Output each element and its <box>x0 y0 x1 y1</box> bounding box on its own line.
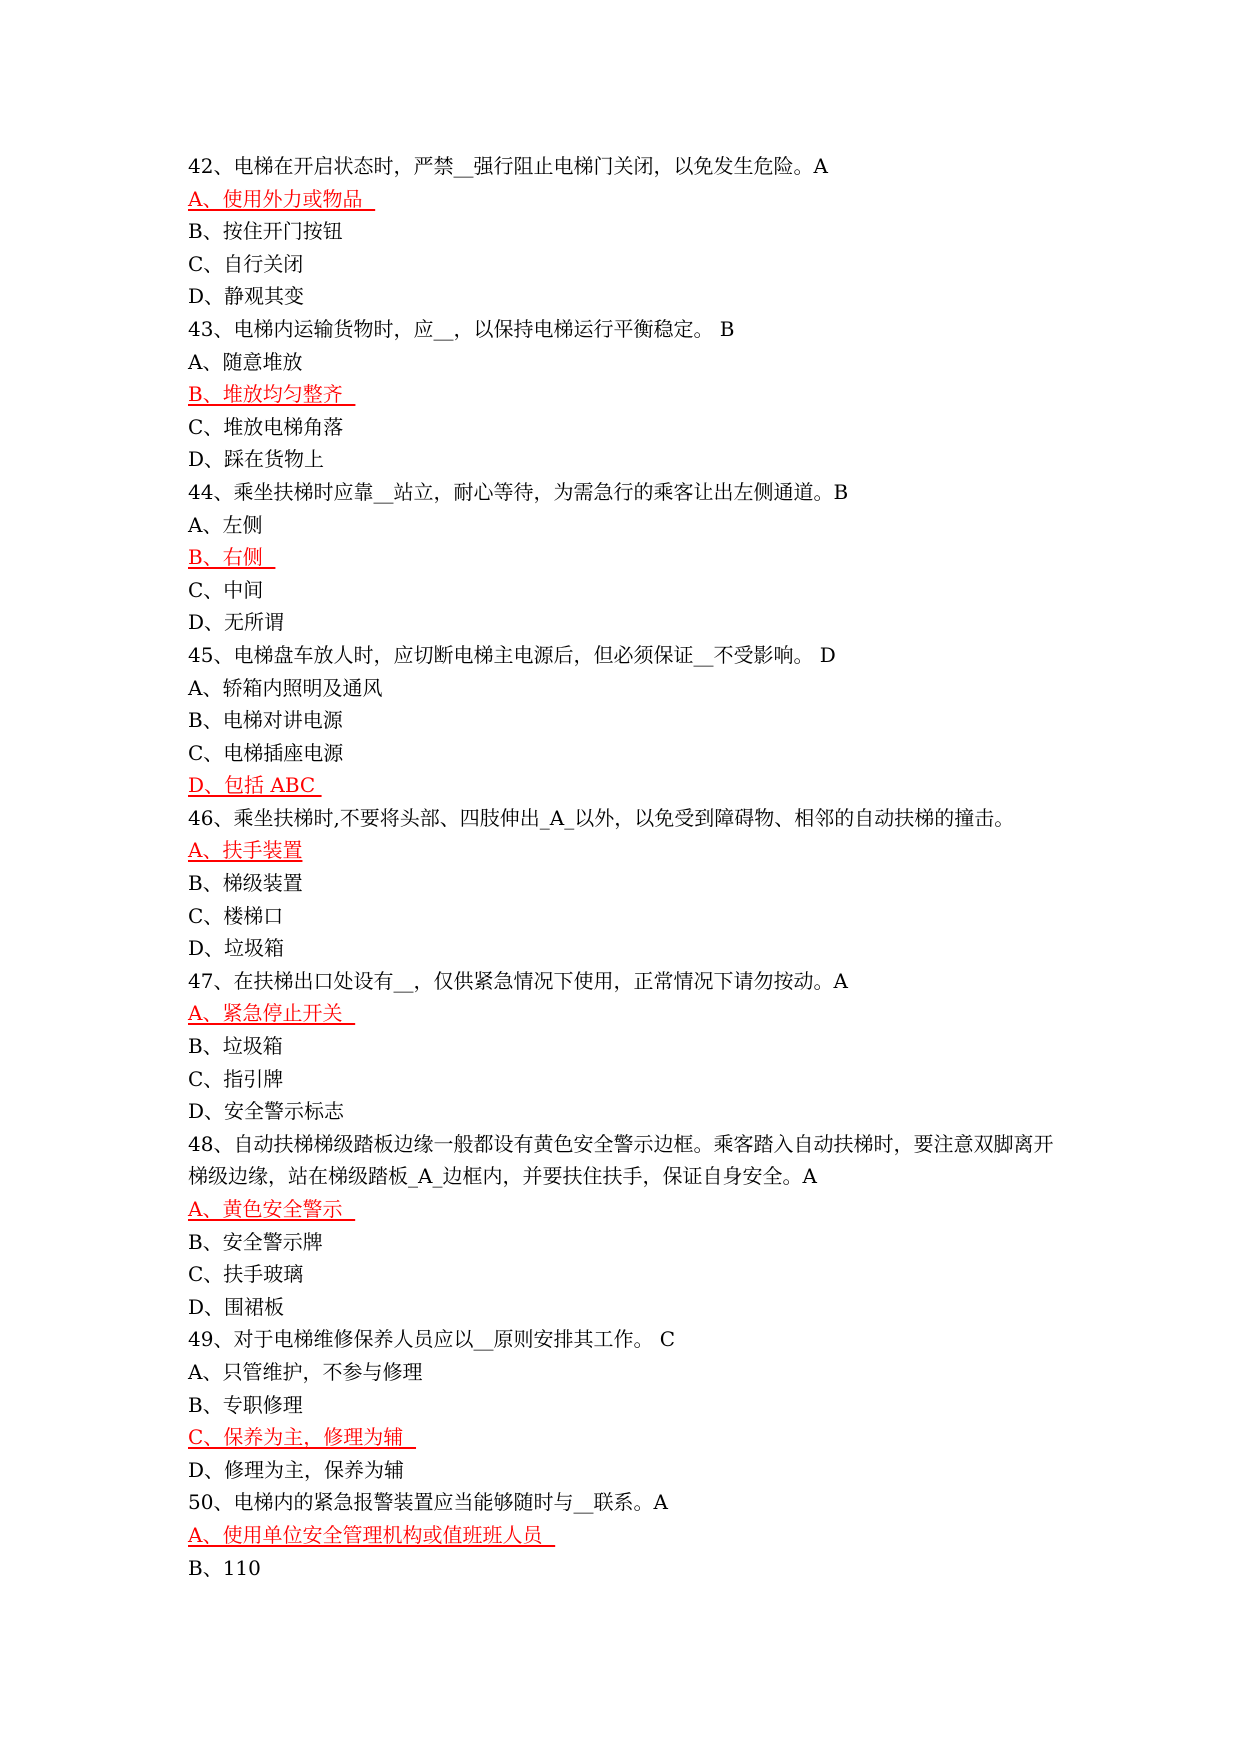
correct-answer-option <box>188 378 1068 411</box>
option-text: A、使用外力或物品 <box>188 186 376 211</box>
option-text: A、左侧 <box>188 512 263 537</box>
option-text: D、踩在货物上 <box>188 447 325 472</box>
option-text: C、中间 <box>188 577 264 602</box>
correct-answer-option <box>188 834 1068 867</box>
option-text: C、堆放电梯角落 <box>188 414 344 439</box>
answer-option <box>188 900 1068 933</box>
option-text: C、保养为主，修理为辅 <box>188 1425 417 1450</box>
question-stem: 44、乘坐扶梯时应靠__站立，耐心等待，为需急行的乘客让出左侧通道。B <box>188 479 849 504</box>
option-text: B、按住开门按钮 <box>188 219 343 244</box>
answer-option <box>188 867 1068 900</box>
option-text: B、垃圾箱 <box>188 1034 283 1059</box>
question-stem: 43、电梯内运输货物时，应__，以保持电梯运行平衡稳定。 B <box>188 316 735 341</box>
question-stem: 42、电梯在开启状态时，严禁__强行阻止电梯门关闭，以免发生危险。A <box>188 154 828 178</box>
option-text: A、使用单位安全管理机构或值班班人员 <box>188 1522 556 1547</box>
answer-option <box>188 1291 1068 1324</box>
answer-option <box>188 1063 1068 1096</box>
answer-option <box>188 737 1068 770</box>
answer-option <box>188 1030 1068 1063</box>
option-text: C、楼梯口 <box>188 903 284 928</box>
option-text: D、修理为主，保养为辅 <box>188 1457 405 1482</box>
answer-option <box>188 346 1068 379</box>
correct-answer-option <box>188 183 1068 216</box>
answer-option <box>188 1258 1068 1291</box>
option-text: A、扶手装置 <box>188 838 303 863</box>
answer-option <box>188 1454 1068 1487</box>
correct-answer-option <box>188 541 1068 574</box>
option-text: C、扶手玻璃 <box>188 1262 304 1287</box>
option-text: D、安全警示标志 <box>188 1099 345 1124</box>
answer-option <box>188 411 1068 444</box>
option-text: A、紧急停止开关 <box>188 1001 356 1026</box>
option-text: A、随意堆放 <box>188 349 303 374</box>
correct-answer-option <box>188 769 1068 802</box>
option-text: C、指引牌 <box>188 1066 284 1091</box>
option-text: B、堆放均匀整齐 <box>188 382 356 407</box>
answer-option <box>188 1095 1068 1128</box>
answer-option <box>188 1552 1068 1585</box>
correct-answer-option <box>188 1193 1068 1226</box>
option-text: B、110 <box>188 1555 261 1580</box>
answer-option <box>188 280 1068 313</box>
answer-option <box>188 443 1068 476</box>
option-text: D、围裙板 <box>188 1294 285 1319</box>
answer-option <box>188 574 1068 607</box>
question-stem: 48、自动扶梯梯级踏板边缘一般都设有黄色安全警示边框。乘客踏入自动扶梯时，要注意双脚离开梯级边缘，站在梯级踏板_A_边框内，并要扶住扶手，保证自身安全。A <box>188 1131 1054 1189</box>
option-text: B、安全警示牌 <box>188 1229 323 1254</box>
question-stem: 45、电梯盘车放人时，应切断电梯主电源后，但必须保证__不受影响。 D <box>188 642 836 667</box>
option-text: B、梯级装置 <box>188 871 303 896</box>
option-text: B、电梯对讲电源 <box>188 708 343 733</box>
answer-option <box>188 1226 1068 1259</box>
question-stem: 46、乘坐扶梯时,不要将头部、四肢伸出_A_以外，以免受到障碍物、相邻的自动扶梯的撞击。 <box>188 805 1015 830</box>
answer-option <box>188 1389 1068 1422</box>
question-stem: 50、电梯内的紧急报警装置应当能够随时与__联系。A <box>188 1490 668 1515</box>
correct-answer-option <box>188 1519 1068 1552</box>
option-text: B、专职修理 <box>188 1392 303 1417</box>
question-stem: 49、对于电梯维修保养人员应以__原则安排其工作。 C <box>188 1327 676 1352</box>
option-text: C、电梯插座电源 <box>188 740 344 765</box>
answer-option <box>188 672 1068 705</box>
option-text: D、包括 ABC <box>188 773 322 798</box>
option-text: D、静观其变 <box>188 284 305 309</box>
answer-option <box>188 704 1068 737</box>
option-text: A、只管维护，不参与修理 <box>188 1359 423 1384</box>
option-text: A、轿箱内照明及通风 <box>188 675 383 700</box>
answer-option <box>188 1356 1068 1389</box>
option-text: C、自行关闭 <box>188 251 304 276</box>
correct-answer-option <box>188 1421 1068 1454</box>
correct-answer-option <box>188 997 1068 1030</box>
answer-option <box>188 932 1068 965</box>
option-text: D、无所谓 <box>188 610 285 635</box>
option-text: B、右侧 <box>188 545 276 570</box>
answer-option <box>188 509 1068 542</box>
document-body <box>188 150 1068 1584</box>
answer-option <box>188 248 1068 281</box>
option-text: D、垃圾箱 <box>188 936 285 961</box>
answer-option <box>188 606 1068 639</box>
answer-option <box>188 215 1068 248</box>
question-stem: 47、在扶梯出口处设有__，仅供紧急情况下使用，正常情况下请勿按动。A <box>188 968 848 993</box>
option-text: A、黄色安全警示 <box>188 1197 356 1221</box>
